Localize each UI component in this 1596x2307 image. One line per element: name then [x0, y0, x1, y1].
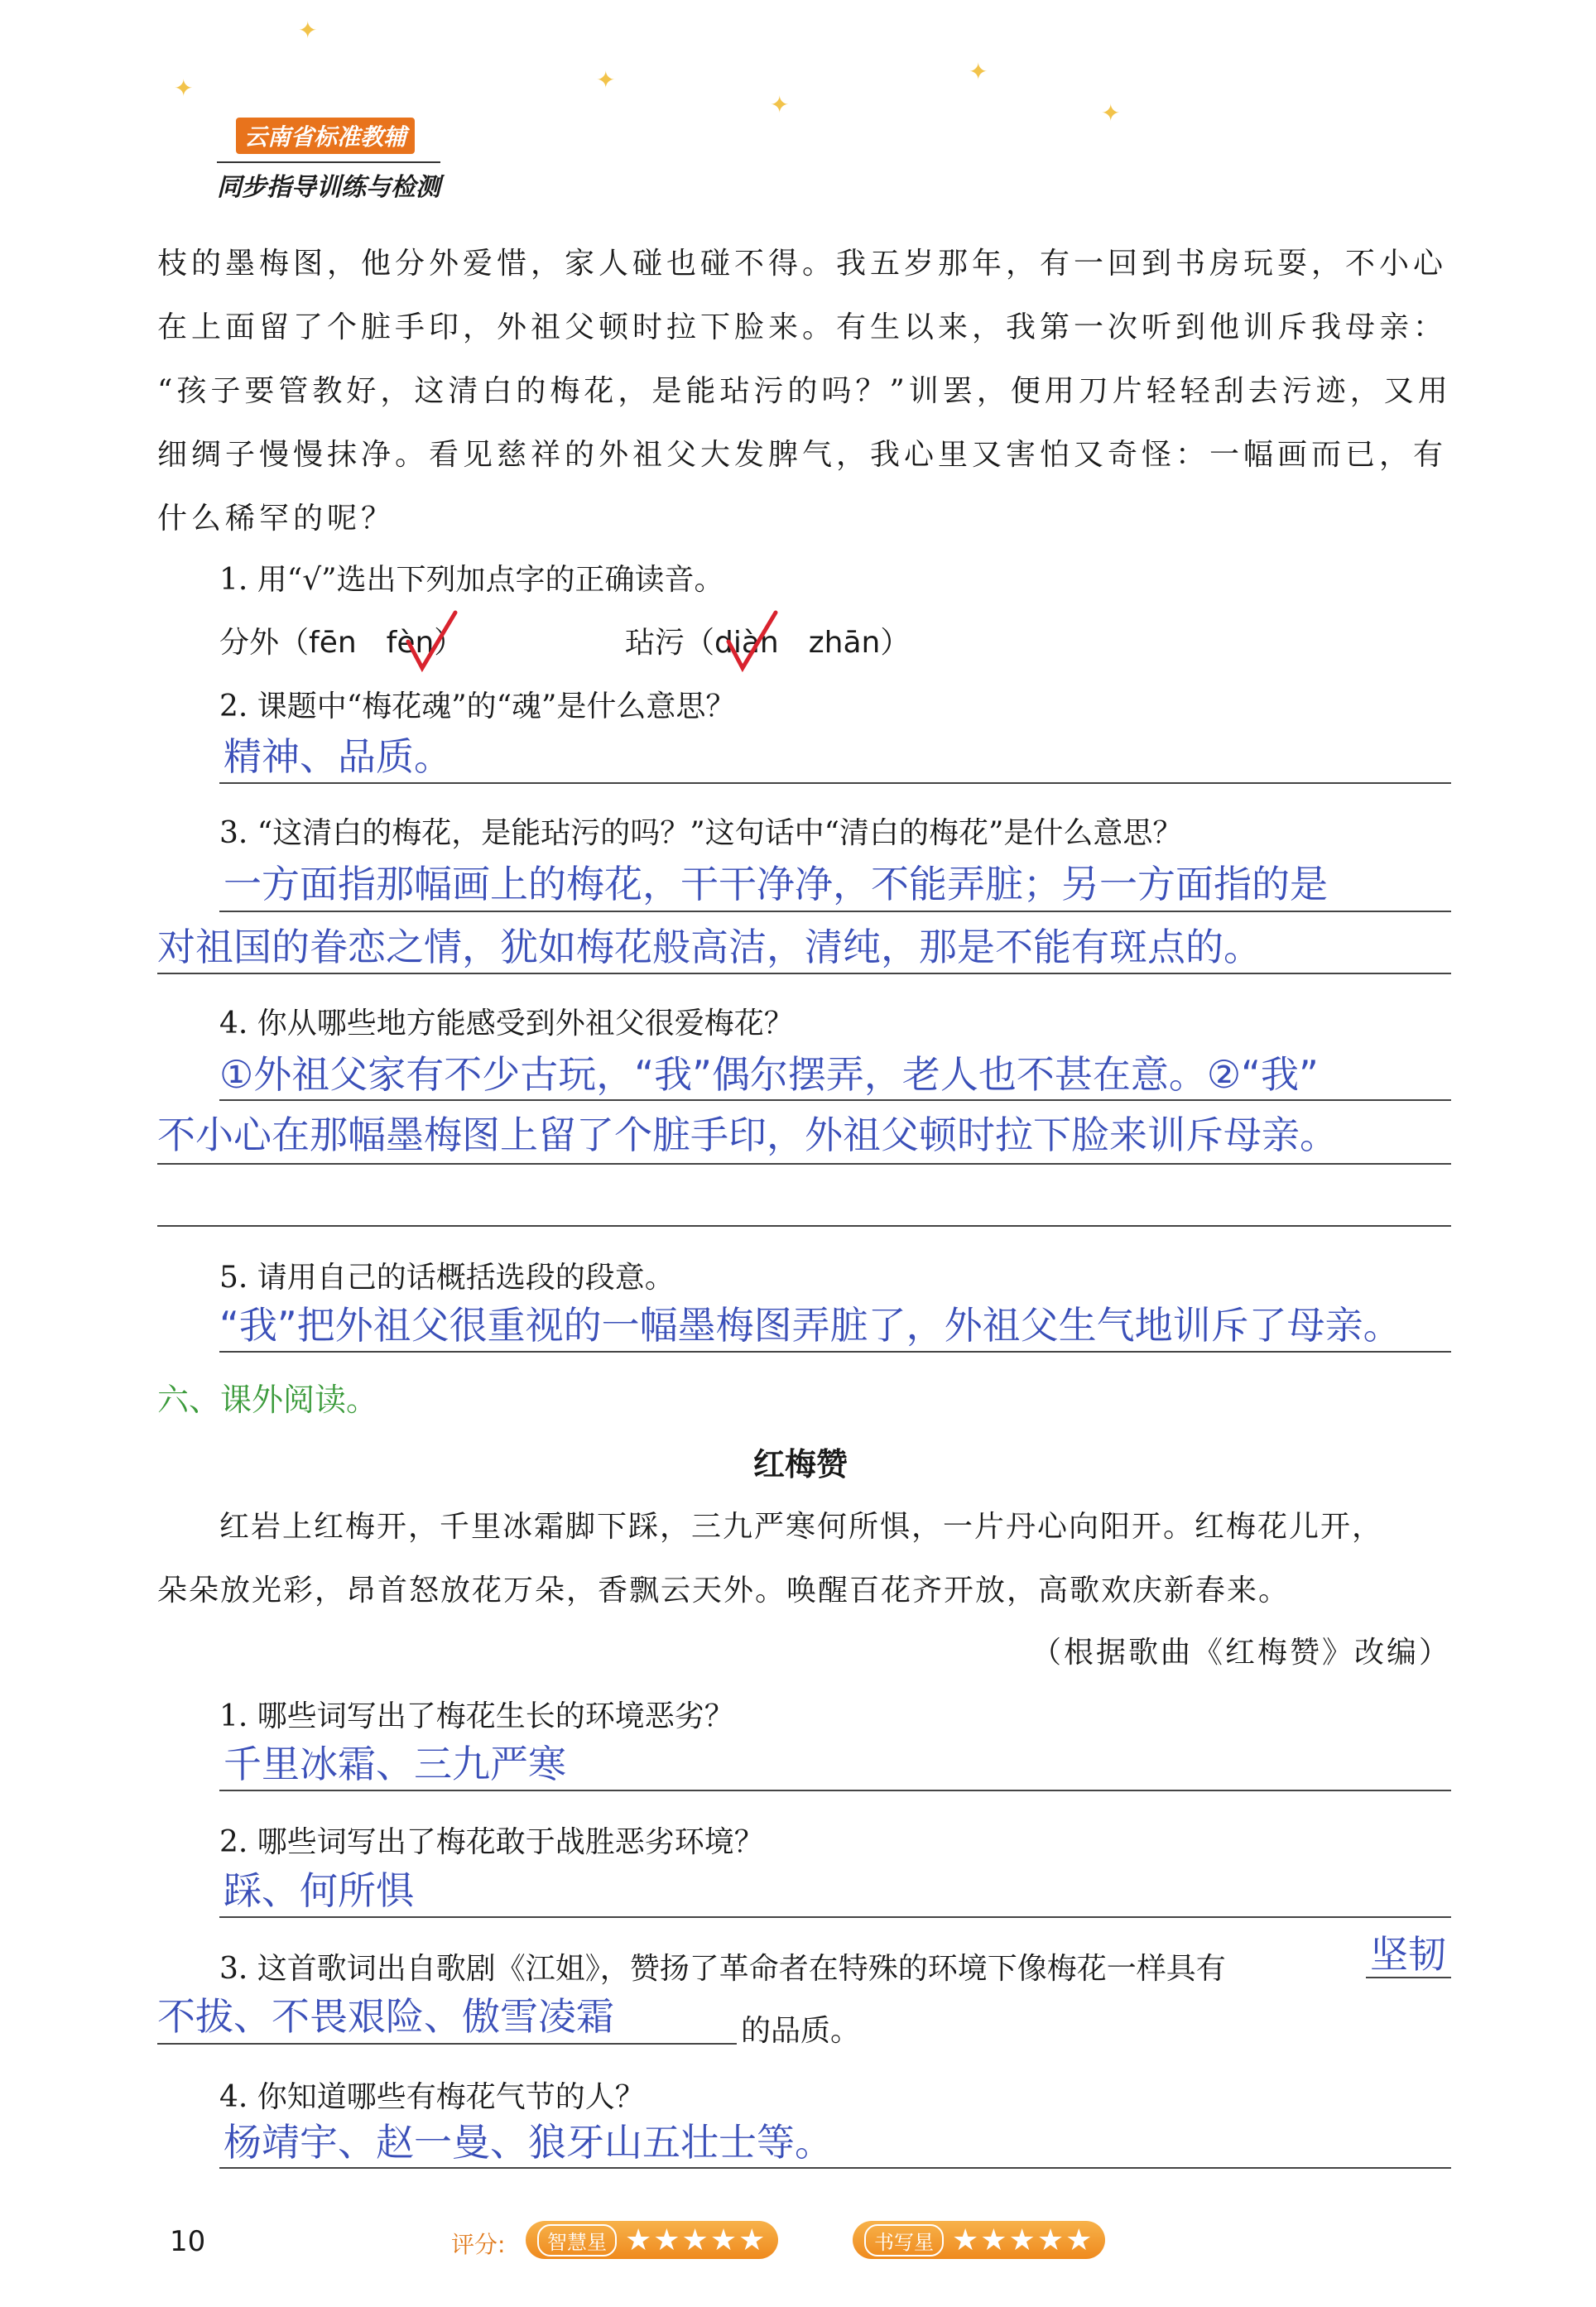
handwritten-answer: 不拔、不畏艰险、傲雪凌霜 [157, 1994, 614, 2039]
handwritten-answer: 精神、品质。 [224, 734, 452, 779]
pinyin-options-1: （fēn fèn） [279, 626, 464, 660]
badge-label: 书写星 [864, 2224, 944, 2257]
word-fenwai: 分外 [219, 626, 280, 660]
check-mark-icon [724, 608, 782, 675]
star-rating-icon: ★★★★★ [625, 2223, 767, 2257]
answer-line [157, 973, 1451, 974]
pinyin-options-2: （diàn zhān） [685, 626, 911, 660]
question-text: 3. 这首歌词出自歌剧《江姐》，赞扬了革命者在特殊的环境下像梅花一样具有 [219, 1952, 1226, 1986]
star-rating-icon: ★★★★★ [952, 2223, 1094, 2257]
question-text: 1. 用“√”选出下列加点字的正确读音。 [219, 563, 724, 597]
answer-line [219, 911, 1451, 912]
handwritten-answer: “我”把外祖父很重视的一幅墨梅图弄脏了，外祖父生气地训斥了母亲。 [219, 1303, 1401, 1348]
passage-line: 细绸子慢慢抹净。看见慈祥的外祖父大发脾气，我心里又害怕又奇怪：一幅画而已，有 [157, 438, 1448, 472]
handwritten-answer: 千里冰霜、三九严寒 [224, 1742, 566, 1786]
question-text: 1. 哪些词写出了梅花生长的环境恶劣？ [219, 1699, 734, 1733]
sparkle-decoration: ✦ [969, 58, 988, 85]
passage-line: 枝的墨梅图，他分外爱惜，家人碰也碰不得。我五岁那年，有一回到书房玩耍，不小心 [157, 247, 1448, 281]
handwritten-answer: ①外祖父家有不少古玩，“我”偶尔摆弄，老人也不甚在意。②“我” [219, 1052, 1319, 1097]
handwritten-answer: 一方面指那幅画上的梅花，干干净净，不能弄脏；另一方面指的是 [224, 862, 1328, 906]
answer-line [219, 1099, 1451, 1101]
passage-line: “孩子要管教好，这清白的梅花，是能玷污的吗？”训罢，便用刀片轻轻刮去污迹，又用 [157, 374, 1452, 408]
section-heading: 六、课外阅读。 [157, 1382, 378, 1418]
page-number: 10 [170, 2225, 206, 2258]
handwritten-answer: 对祖国的眷恋之情，犹如梅花般高洁，清纯，那是不能有斑点的。 [157, 925, 1262, 969]
answer-line [219, 1916, 1451, 1918]
poem-source: （根据歌曲《红梅赞》改编） [1031, 1636, 1451, 1670]
reading-title: 红梅赞 [753, 1446, 848, 1483]
question-text: 4. 你从哪些地方能感受到外祖父很爱梅花？ [219, 1007, 794, 1041]
question-text: 4. 你知道哪些有梅花气节的人？ [219, 2080, 645, 2114]
sparkle-decoration: ✦ [770, 91, 790, 118]
question-text: 3. “这清白的梅花，是能玷污的吗？”这句话中“清白的梅花”是什么意思？ [219, 816, 1183, 850]
question-text: 2. 哪些词写出了梅花敢于战胜恶劣环境？ [219, 1825, 764, 1859]
header-series: 同步指导训练与检测 [217, 161, 440, 203]
answer-line [157, 1225, 1451, 1227]
answer-line [1366, 1977, 1451, 1978]
word-dianwu: 玷污 [625, 626, 685, 660]
writing-star-badge [853, 2221, 1105, 2259]
handwritten-answer: 坚韧 [1370, 1932, 1446, 1977]
handwritten-answer: 不小心在那幅墨梅图上留了个脏手印，外祖父顿时拉下脸来训斥母亲。 [157, 1113, 1338, 1157]
passage-line: 什么稀罕的呢？ [157, 502, 396, 536]
check-mark-icon [404, 608, 462, 675]
answer-line [219, 1790, 1451, 1791]
handwritten-answer: 踩、何所惧 [224, 1868, 414, 1913]
badge-label: 智慧星 [537, 2224, 617, 2257]
poem-line: 红岩上红梅开，千里冰霜脚下踩，三九严寒何所惧，一片丹心向阳开。红梅花儿开， [219, 1510, 1384, 1544]
answer-line [219, 2167, 1451, 2169]
sparkle-decoration: ✦ [596, 66, 616, 94]
header-brand: 云南省标准教辅 [236, 118, 415, 154]
answer-line [219, 1351, 1451, 1353]
question-text: 5. 请用自己的话概括选段的段意。 [219, 1261, 675, 1295]
sparkle-decoration: ✦ [174, 74, 194, 102]
sparkle-decoration: ✦ [298, 17, 318, 44]
answer-line [157, 2043, 737, 2045]
poem-line: 朵朵放光彩，昂首怒放花万朵，香飘云天外。唤醒百花齐开放，高歌欢庆新春来。 [157, 1574, 1291, 1608]
passage-line: 在上面留了个脏手印，外祖父顿时拉下脸来。有生以来，我第一次听到他训斥我母亲： [157, 310, 1448, 344]
question-text: 2. 课题中“梅花魂”的“魂”是什么意思？ [219, 690, 736, 723]
score-label: 评分: [451, 2231, 506, 2258]
question-tail: 的品质。 [741, 2014, 861, 2048]
answer-line [219, 782, 1451, 784]
sparkle-decoration: ✦ [1101, 99, 1121, 127]
answer-line [157, 1163, 1451, 1165]
wisdom-star-badge [526, 2221, 778, 2259]
handwritten-answer: 杨靖宇、赵一曼、狼牙山五壮士等。 [224, 2120, 833, 2165]
